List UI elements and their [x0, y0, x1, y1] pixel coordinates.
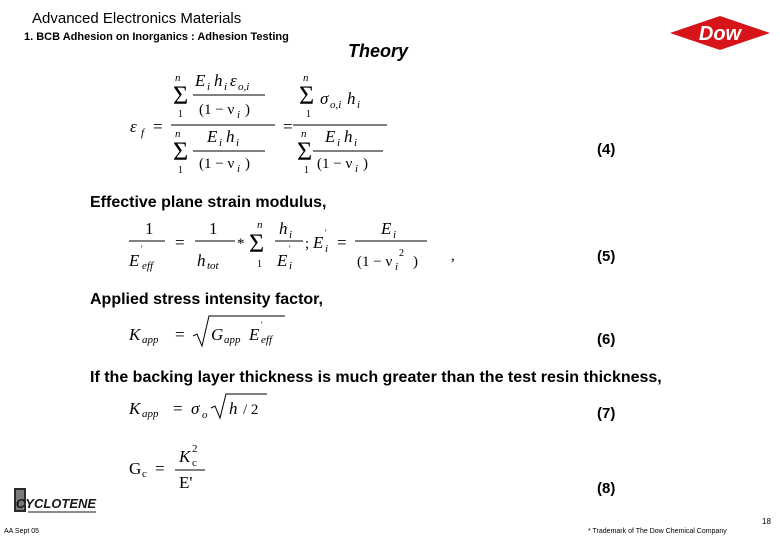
svg-text:1: 1: [304, 165, 309, 176]
svg-text:σ: σ: [320, 89, 329, 108]
svg-text:i: i: [395, 261, 399, 273]
svg-text:=: =: [283, 117, 293, 136]
svg-text:1: 1: [178, 165, 183, 176]
svg-text:/ 2: / 2: [243, 402, 259, 418]
svg-text:(1 − ν: (1 − ν: [317, 156, 353, 172]
svg-text:G: G: [211, 325, 224, 344]
page-number: 18: [762, 517, 771, 526]
svg-text:(1 − ν: (1 − ν: [199, 156, 235, 172]
svg-text:h: h: [226, 127, 235, 146]
svg-text:=: =: [155, 459, 165, 478]
svg-text:E: E: [325, 127, 336, 146]
svg-text:h: h: [214, 71, 223, 90]
svg-text:': ': [261, 320, 263, 330]
svg-text:i: i: [355, 163, 359, 175]
svg-text:G: G: [129, 459, 142, 478]
svg-text:n: n: [257, 219, 263, 231]
svg-text:Σ: Σ: [249, 229, 265, 258]
svg-text:Σ: Σ: [299, 81, 315, 110]
equation-number-4: (4): [597, 141, 616, 158]
svg-text:=: =: [153, 117, 163, 136]
equation-8: [125, 440, 225, 494]
svg-text:=: =: [337, 233, 347, 252]
equation-4: [125, 68, 395, 180]
svg-text:1: 1: [209, 219, 218, 238]
svg-text:E: E: [313, 233, 324, 252]
equation-number-7: (7): [597, 405, 616, 422]
slide-subtitle: 1. BCB Adhesion on Inorganics : Adhesion Testing: [24, 31, 289, 43]
svg-text:h: h: [347, 89, 356, 108]
svg-text:K: K: [179, 447, 191, 466]
svg-text:K: K: [129, 325, 141, 344]
presentation-title: Advanced Electronics Materials: [32, 10, 242, 27]
svg-text:h: h: [279, 219, 288, 238]
svg-text:app: app: [224, 334, 241, 346]
svg-text:σ: σ: [191, 399, 200, 418]
svg-text:o,i: o,i: [330, 99, 342, 111]
svg-text:): ): [245, 102, 250, 118]
svg-text:f: f: [141, 127, 145, 139]
svg-text:ε: ε: [130, 117, 137, 136]
svg-text:i: i: [207, 81, 211, 93]
svg-text:h: h: [344, 127, 353, 146]
svg-text:h: h: [197, 251, 206, 270]
svg-text:1: 1: [178, 109, 183, 120]
svg-text:E: E: [195, 71, 206, 90]
svg-text:': ': [289, 244, 291, 254]
heading-stress-intensity: Applied stress intensity factor,: [90, 291, 323, 308]
svg-text:ε: ε: [230, 71, 237, 90]
cyclotene-logo: [14, 488, 98, 520]
svg-text:;: ;: [305, 236, 310, 252]
svg-text:Σ: Σ: [173, 81, 189, 110]
svg-text:': ': [141, 244, 143, 254]
svg-text:2: 2: [192, 443, 198, 455]
svg-text:i: i: [354, 137, 358, 149]
svg-text:c: c: [142, 468, 147, 480]
svg-text:(1 − ν: (1 − ν: [199, 102, 235, 118]
svg-text:i: i: [393, 229, 397, 241]
heading-plane-strain-modulus: Effective plane strain modulus,: [90, 194, 327, 211]
svg-text:i: i: [237, 109, 241, 121]
dow-logo: [668, 14, 772, 52]
svg-text:2: 2: [399, 248, 404, 259]
svg-text:o,i: o,i: [238, 81, 250, 93]
svg-text:n: n: [301, 128, 307, 140]
svg-text:Dow: Dow: [698, 23, 742, 45]
svg-text:h: h: [229, 399, 238, 418]
equation-number-8: (8): [597, 480, 616, 497]
svg-text:n: n: [175, 128, 181, 140]
svg-text:*: *: [237, 236, 245, 252]
svg-text:c: c: [192, 457, 197, 469]
svg-text:n: n: [175, 72, 181, 84]
svg-text:E: E: [129, 251, 140, 270]
svg-text:E: E: [249, 325, 260, 344]
svg-text:i: i: [236, 137, 240, 149]
svg-text:i: i: [237, 163, 241, 175]
svg-text:i: i: [325, 243, 329, 255]
heading-backing-layer: If the backing layer thickness is much greater than the test resin thickness,: [90, 369, 662, 386]
equation-number-6: (6): [597, 331, 616, 348]
svg-text:app: app: [142, 334, 159, 346]
section-title: Theory: [348, 41, 409, 61]
svg-text:app: app: [142, 408, 159, 420]
svg-text:=: =: [175, 233, 185, 252]
footer-trademark: * Trademark of The Dow Chemical Company: [588, 528, 727, 535]
svg-text:o: o: [202, 409, 208, 421]
svg-text:E: E: [381, 219, 392, 238]
equation-6: [125, 312, 305, 352]
svg-text:1: 1: [145, 219, 154, 238]
svg-text:i: i: [337, 137, 341, 149]
svg-text:K: K: [129, 399, 141, 418]
svg-text:eff: eff: [261, 334, 272, 346]
equation-number-5: (5): [597, 248, 616, 265]
svg-text:=: =: [173, 399, 183, 418]
svg-text:n: n: [303, 72, 309, 84]
svg-text:i: i: [357, 99, 361, 111]
equation-7: [125, 390, 285, 426]
svg-text:Σ: Σ: [173, 137, 189, 166]
svg-text:1: 1: [306, 109, 311, 120]
svg-text:i: i: [219, 137, 223, 149]
equation-5: [125, 214, 470, 274]
svg-text:CYCLOTENE: CYCLOTENE: [15, 496, 97, 511]
svg-text:=: =: [175, 325, 185, 344]
svg-text:): ): [363, 156, 368, 172]
svg-text:E: E: [207, 127, 218, 146]
svg-text:': ': [325, 228, 327, 238]
svg-text:(1 − ν: (1 − ν: [357, 254, 393, 270]
svg-text:i: i: [224, 81, 228, 93]
svg-text:1: 1: [257, 259, 262, 270]
svg-text:eff: eff: [142, 260, 153, 272]
svg-text:E': E': [179, 473, 193, 492]
svg-text:,: ,: [451, 248, 455, 264]
svg-text:E: E: [277, 251, 288, 270]
svg-text:Σ: Σ: [297, 137, 313, 166]
footer-date: AA Sept 05: [4, 528, 40, 535]
svg-text:): ): [245, 156, 250, 172]
svg-text:): ): [413, 254, 418, 270]
svg-text:i: i: [289, 260, 293, 272]
svg-text:i: i: [289, 229, 293, 241]
svg-text:tot: tot: [207, 260, 219, 272]
